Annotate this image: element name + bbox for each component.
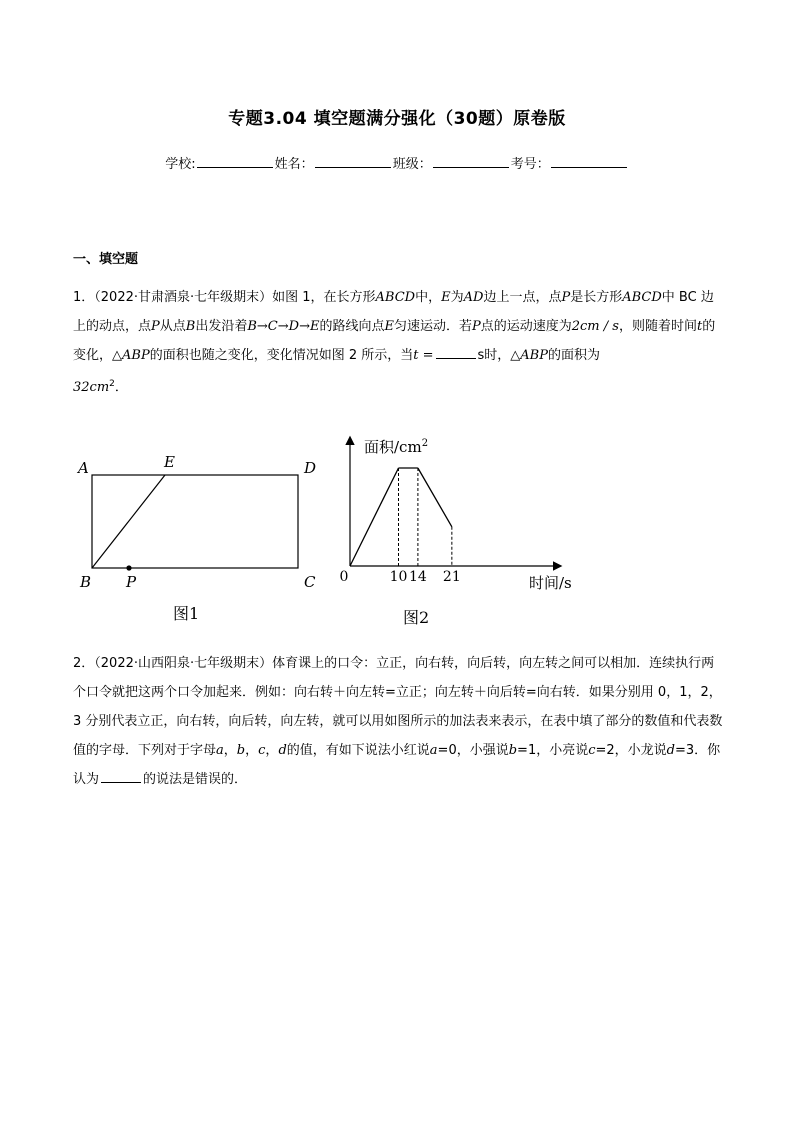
school-blank[interactable] <box>197 155 273 168</box>
label-e: E <box>164 453 175 471</box>
q2-text: 2．（2022·山西阳泉·七年级期末）体育课上的口令：立正，向右转，向后转，向左转之间可以相加．连续执行两个口令就把这两个口令加起来．例如：向右转＋向左转=立正；向左转＋向后转=向右转．如果分别用 0，1，2，3 分别代表立正，向右转，向后转，向左转，就可以用如图所示的加法表来表示，在表中填了部分的数值和代表数值的字母．下列对于字母 <box>73 656 723 758</box>
x-tick-label: 10 <box>389 569 408 585</box>
label-c: C <box>304 573 316 591</box>
series-segment <box>418 468 452 527</box>
x-tick-label: 0 <box>339 569 349 585</box>
q1-math: P <box>561 290 571 305</box>
q1-answer-blank[interactable] <box>436 346 476 359</box>
figure-2-caption: 图2 <box>403 608 430 627</box>
q1-math: B <box>185 319 196 334</box>
q1-text: 边上一点，点 <box>483 290 562 305</box>
q1-math: AD <box>463 290 484 305</box>
q2-text: 的说法是错误的． <box>143 772 248 787</box>
label-a: A <box>78 459 89 477</box>
q1-text: 点的运动速度为 <box>480 319 572 334</box>
q1-area-exponent: 2 <box>109 379 115 389</box>
figure-2-chart <box>330 430 590 600</box>
q1-text: 1．（2022·甘肃酒泉·七年级期末）如图 1，在长方形 <box>73 290 376 305</box>
q1-math: ABCD <box>622 290 662 305</box>
q1-text: ． <box>114 380 128 395</box>
q2-var-b: b <box>236 743 246 758</box>
q1-text: 为 <box>450 290 464 305</box>
q2-text: =3．你认为 <box>73 743 721 787</box>
figure-1-caption: 图1 <box>173 604 200 623</box>
q1-text: 的变化，△ <box>73 319 716 363</box>
q2-var-c: c <box>588 743 596 758</box>
q1-math: ABCD <box>375 290 416 305</box>
name-blank[interactable] <box>315 155 391 168</box>
rectangle-abcd <box>92 475 298 568</box>
q1-math: ABP <box>520 348 548 363</box>
q1-math: E <box>384 319 394 334</box>
q1-text: 中， <box>415 290 442 305</box>
q1-text: ，则随着时间 <box>618 319 697 334</box>
q1-text: 的面积为 <box>547 348 600 363</box>
q1-math: ABP <box>122 348 150 363</box>
q2-text: =1，小亮说 <box>517 743 589 758</box>
q1-math: t = <box>413 348 434 363</box>
x-axis-label: 时间/s <box>529 574 572 592</box>
class-blank[interactable] <box>433 155 509 168</box>
q2-text: 的值，有如下说法小红说 <box>286 743 430 758</box>
x-tick-label: 14 <box>408 569 427 585</box>
q2-var-d: d <box>278 743 287 758</box>
q1-text: 中 BC 边上的动点，点 <box>73 290 714 334</box>
q2-text: ， <box>265 743 279 758</box>
y-axis-label: 面积$/cm^2$ <box>364 438 429 456</box>
question-2 <box>73 649 725 794</box>
name-label: 姓名： <box>274 157 314 172</box>
q2-text: ， <box>245 743 259 758</box>
q2-var-c: c <box>258 743 266 758</box>
q1-text: 的面积也随之变化，变化情况如图 2 所示，当 <box>149 348 414 363</box>
point-p-dot <box>126 565 131 570</box>
q2-var-a: a <box>216 743 224 758</box>
q1-text: 匀速运动．若 <box>393 319 472 334</box>
q1-text: 出发沿着 <box>195 319 248 334</box>
q1-text: 的路线向点 <box>319 319 385 334</box>
question-1 <box>73 283 725 402</box>
q1-math: E <box>441 290 451 305</box>
q1-math: t <box>696 319 703 334</box>
student-info-line <box>0 153 794 172</box>
x-tick-label: 21 <box>442 569 461 585</box>
q1-speed: 2cm / s <box>571 319 619 334</box>
label-d: D <box>304 459 317 477</box>
school-label: 学校: <box>165 157 196 172</box>
segment-be <box>92 475 165 568</box>
q2-var-b: b <box>508 743 518 758</box>
section-heading: 一、填空题 <box>73 252 139 267</box>
number-blank[interactable] <box>551 155 627 168</box>
q1-math: P <box>471 319 481 334</box>
label-b: B <box>80 573 92 591</box>
q2-text: ， <box>223 743 237 758</box>
q1-text: 从点 <box>159 319 186 334</box>
q2-text: =2，小龙说 <box>595 743 667 758</box>
figure-1-rectangle <box>70 445 330 595</box>
q2-answer-blank[interactable] <box>101 770 141 783</box>
q2-var-d: d <box>666 743 675 758</box>
label-p: P <box>126 573 137 591</box>
q1-math: P <box>151 319 160 334</box>
q1-text: 是长方形 <box>570 290 623 305</box>
q1-text: s时，△ <box>477 348 521 363</box>
series-segment <box>350 468 399 566</box>
q2-var-a: a <box>429 743 438 758</box>
class-label: 班级： <box>392 157 432 172</box>
q1-route: B→C→D→E <box>247 319 320 334</box>
page-title: 专题3.04 填空题满分强化（30题）原卷版 <box>228 109 566 129</box>
q2-text: =0，小强说 <box>437 743 509 758</box>
number-label: 考号： <box>510 157 550 172</box>
q1-area: 32cm <box>73 380 110 395</box>
